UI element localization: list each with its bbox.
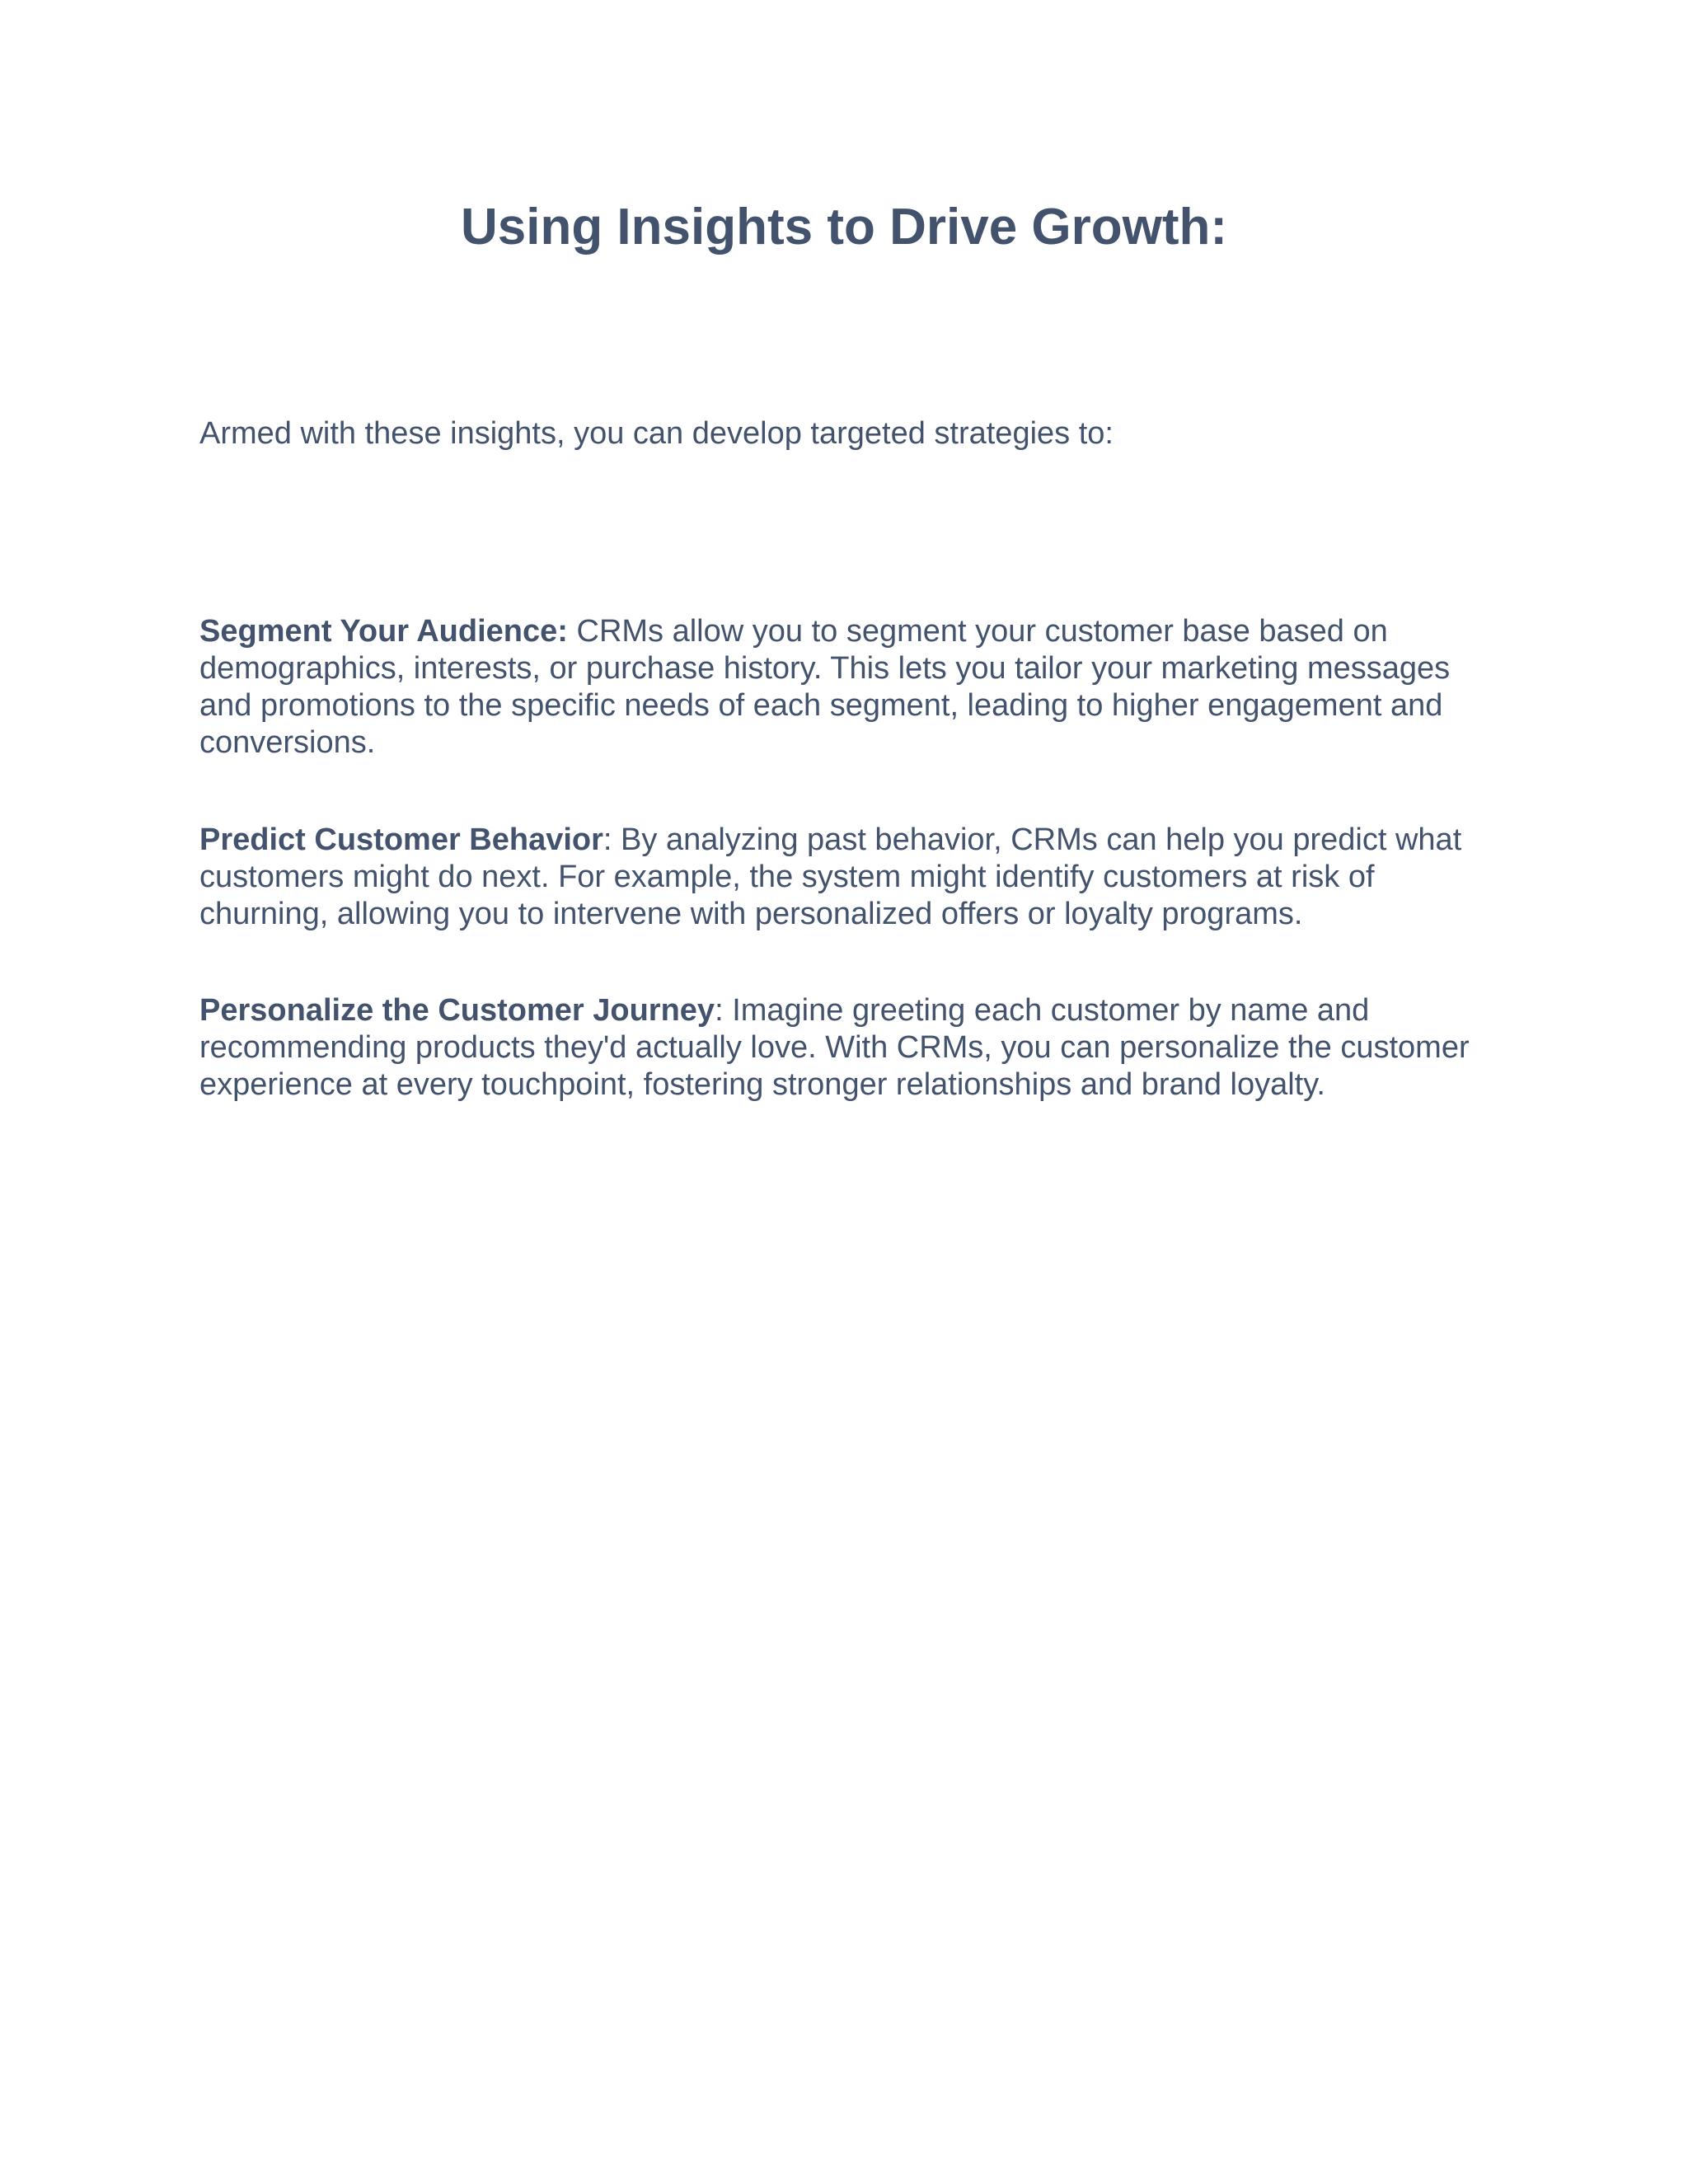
strategy-heading: Personalize the Customer Journey (199, 993, 715, 1028)
page-title: Using Insights to Drive Growth: (460, 199, 1228, 255)
paragraph-line (199, 822, 1518, 859)
paragraph-text: : By analyzing past behavior, CRMs can help you predict what (603, 823, 1462, 857)
paragraph-line: and promotions to the specific needs of each segment, leading to higher engagement and (199, 688, 1443, 723)
strategy-item-predict (199, 822, 1518, 933)
paragraph-line: customers might do next. For example, the system might identify customers at risk of (199, 860, 1375, 894)
paragraph-line: recommending products they'd actually love. With CRMs, you can personalize the customer (199, 1030, 1470, 1065)
paragraph-line (199, 992, 1518, 1029)
strategy-item-personalize (199, 992, 1518, 1104)
paragraph-line (199, 613, 1518, 650)
strategy-item-segment (199, 613, 1518, 762)
paragraph-line: experience at every touchpoint, fostering stronger relationships and brand loyalty. (199, 1067, 1325, 1102)
paragraph-line: conversions. (199, 725, 376, 760)
intro-paragraph: Armed with these insights, you can develop targeted strategies to: (199, 416, 1114, 451)
paragraph-line: demographics, interests, or purchase history. This lets you tailor your marketing messages (199, 651, 1451, 686)
strategy-heading: Segment Your Audience: (199, 614, 568, 649)
strategy-heading: Predict Customer Behavior (199, 823, 603, 857)
paragraph-text: : Imagine greeting each customer by name and (715, 993, 1370, 1028)
paragraph-text: CRMs allow you to segment your customer base based on (567, 614, 1388, 649)
paragraph-line: churning, allowing you to intervene with personalized offers or loyalty programs. (199, 897, 1303, 931)
